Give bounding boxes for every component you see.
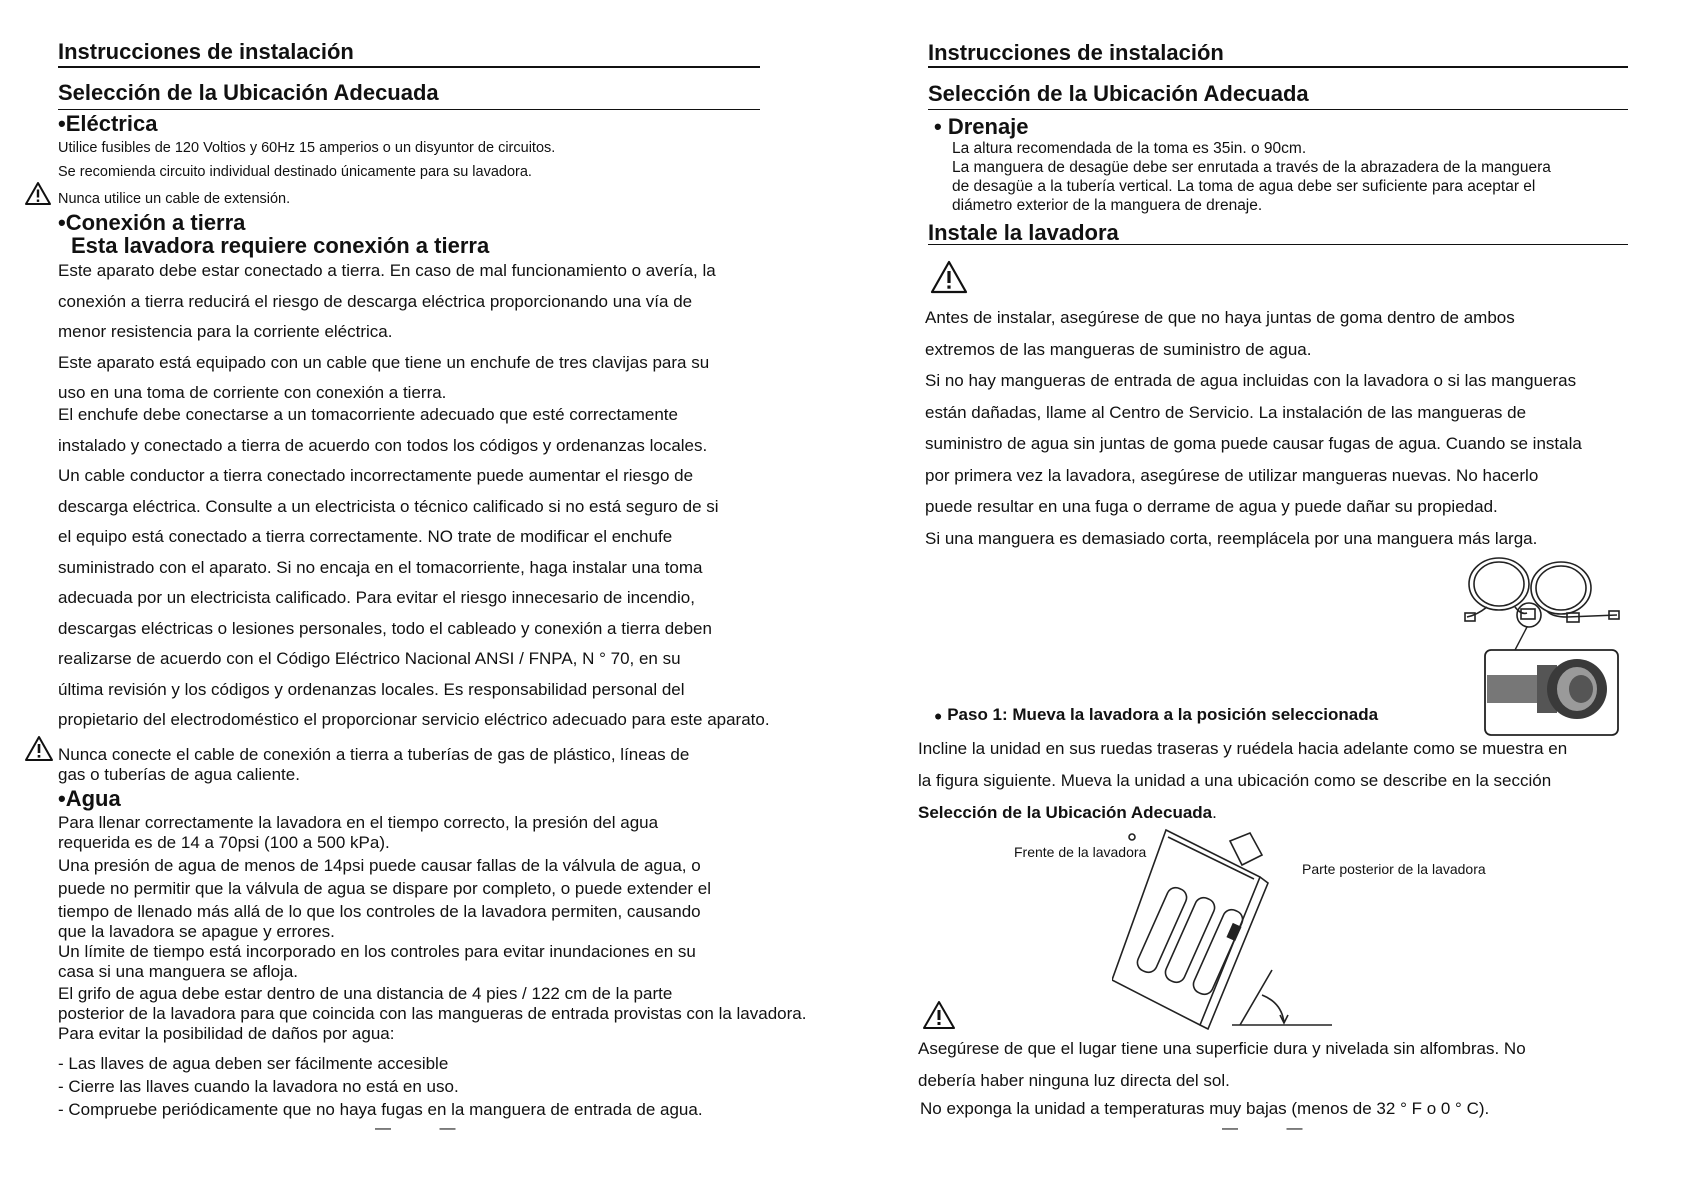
tierra-text: Este aparato debe estar conectado a tierra. En caso de mal funcionamiento o avería, la conexión a tierra reducirá el riesgo de descarga eléctrica proporcionando una vía de menor resistencia para la corriente eléctrica. Este aparato está equipado con un cable que tiene un enchufe de tres clavijas para su uso en una toma de corriente con conexión a tierra. [58,261,716,402]
final-text: Asegúrese de que el lugar tiene una superficie dura y nivelada sin alfombras. No debería haber ninguna luz directa del sol. No exponga la unidad a temperaturas muy bajas (menos de 32 ° F o 0 ° C). [918,1039,1526,1118]
right-page [842,0,1685,1192]
electrica-text: Utilice fusibles de 120 Voltios y 60Hz 15 amperios o un disyuntor de circuitos. Se recomienda circuito individual destinado únicamente para su lavadora. [58,140,556,180]
washer-icon [1112,825,1352,1030]
agua-text: Para llenar correctamente la lavadora en el tiempo correcto, la presión del agua requerida es de 14 a 70psi (100 a 500 kPa). Una presión de agua de menos de 14psi puede causar fallas de la válvula de agua, o puede no permitir que la válvula de agua se dispare por completo, o puede extender el tiempo de llenado más allá de lo que los controles de la lavadora permiten, causando que la lavadora se apague y errores. Un límite de tiempo está incorporado en los controles para evitar inundaciones en su casa si una manguera se afloja. El grifo de agua debe estar dentro de una distancia de 4 pies / 122 cm de la parte posterior de la lavadora para que coincida con las mangueras de entrada provistas con la lavadora. Para evitar la posibilidad de daños por agua: [58,813,807,1043]
drenaje-text: La altura recomendada de la toma es 35in. o 90cm. La manguera de desagüe debe ser enrutada a través de la abrazadera de la manguera de desagüe a la tubería vertical. La toma de agua debe ser suficiente para aceptar el diámetro exterior de la manguera de drenaje. [952,140,1551,214]
tierra-subheading: Esta lavadora requiere conexión a tierra [71,233,490,258]
tierra-warning: Nunca conecte el cable de conexión a tierra a tuberías de gas de plástico, líneas de gas o tuberías de agua caliente. [58,745,690,784]
front-label: Frente de la lavadora [1014,844,1147,860]
warning-triangle-icon [930,260,968,294]
instale-rule [928,244,1628,245]
section-rule [58,109,760,110]
page-header: Instrucciones de instalación [928,40,1224,65]
paso1-heading: ● Paso 1: Mueva la lavadora a la posición seleccionada [934,705,1379,724]
left-page [0,0,842,1192]
hose-icon [1465,558,1619,627]
section-title: Selección de la Ubicación Adecuada [58,80,439,105]
page-header: Instrucciones de instalación [58,39,354,64]
warning-triangle-icon [24,181,52,206]
page-marker: — — [375,1120,478,1137]
hose-connector-icon [1485,650,1618,735]
warning-triangle-icon [922,1000,956,1030]
tierra-heading: •Conexión a tierra [58,210,246,235]
list-item: - Compruebe periódicamente que no haya fugas en la manguera de entrada de agua. [58,1100,703,1119]
header-rule [58,66,760,68]
header-rule [928,66,1628,68]
page-marker: — — [1222,1120,1325,1137]
back-label: Parte posterior de la lavadora [1302,861,1486,877]
hose-illustration [1457,555,1667,740]
warning-triangle-icon [24,735,54,762]
section-title: Selección de la Ubicación Adecuada [928,81,1309,106]
electrica-heading: •Eléctrica [58,111,158,136]
list-item: - Cierre las llaves cuando la lavadora no está en uso. [58,1077,459,1096]
section-rule [928,109,1628,110]
agua-heading: •Agua [58,786,121,811]
agua-list [58,1052,703,1121]
list-item: - Las llaves de agua deben ser fácilmente accesible [58,1054,449,1073]
instale-heading: Instale la lavadora [928,220,1119,245]
paso1-text: Incline la unidad en sus ruedas traseras y ruédela hacia adelante como se muestra en la figura siguiente. Mueva la unidad a una ubicación como se describe en la sección Selección de la Ubicación Adecuada. [918,739,1568,822]
tierra-text-2: El enchufe debe conectarse a un tomacorriente adecuado que esté correctamente instalado y conectado a tierra de acuerdo con todos los códigos y ordenanzas locales. Un cable conductor a tierra conectado incorrectamente puede aumentar el riesgo de descarga eléctrica. Consulte a un electricista o técnico calificado si no está seguro de si el equipo está conectado a tierra correctamente. NO trate de modificar el enchufe suministrado con el aparato. Si no encaja en el tomacorriente, haga instalar una toma adecuada por un electricista calificado. Para evitar el riesgo innecesario de incendio, descargas eléctricas o lesiones personales, todo el cableado y conexión a tierra deben realizarse de acuerdo con el Código Eléctrico Nacional ANSI / FNPA, N ° 70, en su última revisión y los códigos y ordenanzas locales. Es responsabilidad personal del propietario del electrodoméstico el proporcionar servicio eléctrico adecuado para este aparato. [58,405,770,729]
electrica-warning: Nunca utilice un cable de extensión. [58,191,291,207]
drenaje-heading: • Drenaje [934,114,1029,139]
instale-text: Antes de instalar, asegúrese de que no haya juntas de goma dentro de ambos extremos de las mangueras de suministro de agua. Si no hay mangueras de entrada de agua incluidas con la lavadora o si las mangueras están dañadas, llame al Centro de Servicio. La instalación de las mangueras de suministro de agua sin juntas de goma puede causar fugas de agua. Cuando se instala por primera vez la lavadora, asegúrese de utilizar mangueras nuevas. No hacerlo puede resultar en una fuga o derrame de agua y puede dañar su propiedad. Si una manguera es demasiado corta, reemplácela por una manguera más larga. [925,308,1582,548]
